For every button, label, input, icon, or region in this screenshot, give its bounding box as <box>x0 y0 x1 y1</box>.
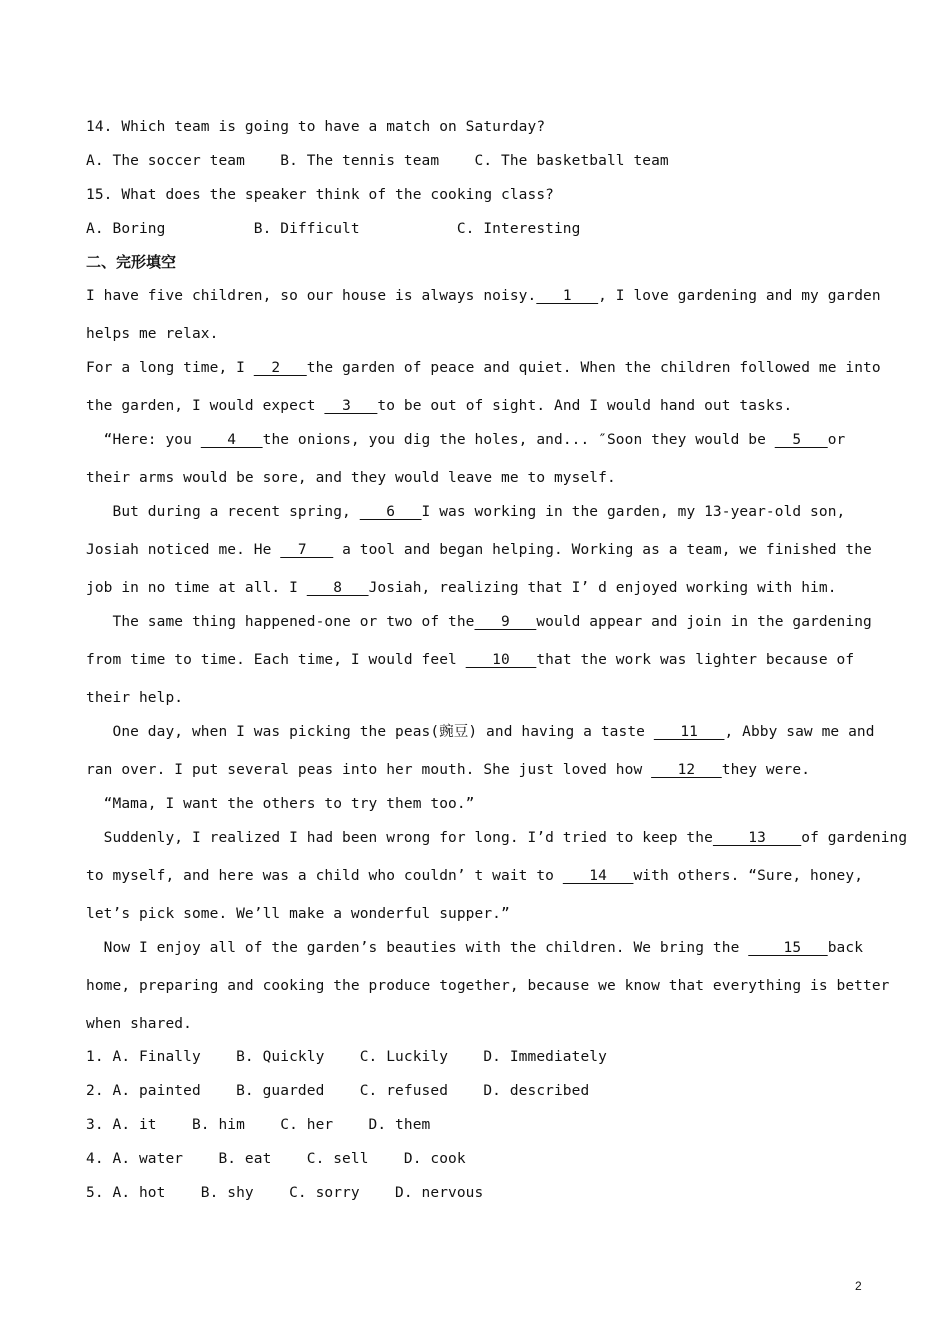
passage-line <box>86 689 183 707</box>
passage-line <box>86 939 863 957</box>
blank-slot: 11 <box>653 724 725 740</box>
passage-text: when shared. <box>86 1016 192 1032</box>
listening-question-15: 15. What does the speaker think of the cooking class? <box>86 187 554 203</box>
blank-slot: 4 <box>200 432 263 448</box>
passage-text: For a long time, I <box>86 360 254 376</box>
passage-line <box>86 431 845 449</box>
passage-text: , I love gardening and my garden <box>598 288 881 304</box>
option-line: 5. A. hot B. shy C. sorry D. nervous <box>86 1185 484 1201</box>
passage-text: The same thing happened-one or two of the <box>86 614 475 630</box>
option-line: 3. A. it B. him C. her D. them <box>86 1117 431 1133</box>
passage-line <box>86 905 510 923</box>
passage-text: I have five children, so our house is always noisy. <box>86 288 537 304</box>
passage-line <box>86 867 863 885</box>
passage-text: Josiah noticed me. He <box>86 542 281 558</box>
passage-text: let’s pick some. We’ll make a wonderful supper.” <box>86 906 510 922</box>
blank-slot: 8 <box>306 580 369 596</box>
passage-line <box>86 761 810 779</box>
passage-line <box>86 579 837 597</box>
blank-slot: 3 <box>324 398 378 414</box>
blank-slot: 2 <box>253 360 307 376</box>
passage-text: “Mama, I want the others to try them too.” <box>86 796 475 812</box>
passage-line <box>86 651 854 669</box>
passage-text: But during a recent spring, <box>86 504 360 520</box>
option-line: 4. A. water B. eat C. sell D. cook <box>86 1151 466 1167</box>
passage-text: , Abby saw me and <box>724 724 875 740</box>
passage-text: the garden of peace and quiet. When the children followed me into <box>306 360 881 376</box>
passage-text: of gardening <box>801 830 908 846</box>
blank-slot: 1 <box>536 288 599 304</box>
listening-options-14: A. The soccer team B. The tennis team C. The basketball team <box>86 153 669 169</box>
passage-text: they were. <box>721 762 811 778</box>
passage-line <box>86 723 875 741</box>
blank-slot: 14 <box>562 868 634 884</box>
passage-text: from time to time. Each time, I would feel <box>86 652 466 668</box>
option-line: 2. A. painted B. guarded C. refused D. described <box>86 1083 590 1099</box>
passage-line <box>86 359 881 377</box>
passage-line <box>86 829 907 847</box>
passage-text: to be out of sight. And I would hand out tasks. <box>377 398 793 414</box>
passage-text: “Here: you <box>86 432 201 448</box>
section-title: 二、完形填空 <box>86 253 177 271</box>
listening-options-15: A. Boring B. Difficult C. Interesting <box>86 221 581 237</box>
blank-slot: 5 <box>774 432 828 448</box>
passage-text: One day, when I was picking the peas(豌豆) and having a taste <box>86 724 654 740</box>
blank-slot: 10 <box>465 652 537 668</box>
blank-slot: 15 <box>748 940 828 956</box>
passage-text: to myself, and here was a child who couldn’ t wait to <box>86 868 563 884</box>
passage-text: I was working in the garden, my 13-year-old son, <box>421 504 846 520</box>
passage-line <box>86 287 881 305</box>
passage-text: the garden, I would expect <box>86 398 325 414</box>
passage-text: job in no time at all. I <box>86 580 307 596</box>
passage-text: would appear and join in the gardening <box>536 614 872 630</box>
option-line: 1. A. Finally B. Quickly C. Luckily D. Immediately <box>86 1049 607 1065</box>
passage-line <box>86 469 616 487</box>
passage-text: Josiah, realizing that I’ d enjoyed working with him. <box>368 580 837 596</box>
passage-line <box>86 503 845 521</box>
passage-line <box>86 795 475 813</box>
passage-line <box>86 1015 192 1033</box>
passage-text: with others. “Sure, honey, <box>633 868 864 884</box>
passage-text: back <box>827 940 864 956</box>
passage-text: Now I enjoy all of the garden’s beauties with the children. We bring the <box>86 940 749 956</box>
passage-line <box>86 325 218 343</box>
passage-text: that the work was lighter because of <box>536 652 855 668</box>
passage-line <box>86 397 792 415</box>
passage-text: Suddenly, I realized I had been wrong for long. I’d tried to keep the <box>86 830 713 846</box>
passage-text: the onions, you dig the holes, and... ″Soon they would be <box>262 432 775 448</box>
page-number: 2 <box>855 1279 862 1293</box>
passage-text: helps me relax. <box>86 326 219 342</box>
blank-slot: 6 <box>359 504 422 520</box>
passage-text: or <box>827 432 846 448</box>
listening-question-14: 14. Which team is going to have a match on Saturday? <box>86 119 546 135</box>
blank-slot: 12 <box>651 762 722 778</box>
passage-text: their arms would be sore, and they would leave me to myself. <box>86 470 616 486</box>
blank-slot: 13 <box>712 830 802 846</box>
blank-slot: 7 <box>280 542 334 558</box>
passage-text: their help. <box>86 690 184 706</box>
passage-text: home, preparing and cooking the produce together, because we know that everything is better <box>86 978 890 994</box>
blank-slot: 9 <box>474 614 537 630</box>
passage-line <box>86 977 890 995</box>
passage-line <box>86 541 872 559</box>
passage-text: ran over. I put several peas into her mouth. She just loved how <box>86 762 652 778</box>
passage-text: a tool and began helping. Working as a team, we finished the <box>333 542 872 558</box>
passage-line <box>86 613 872 631</box>
